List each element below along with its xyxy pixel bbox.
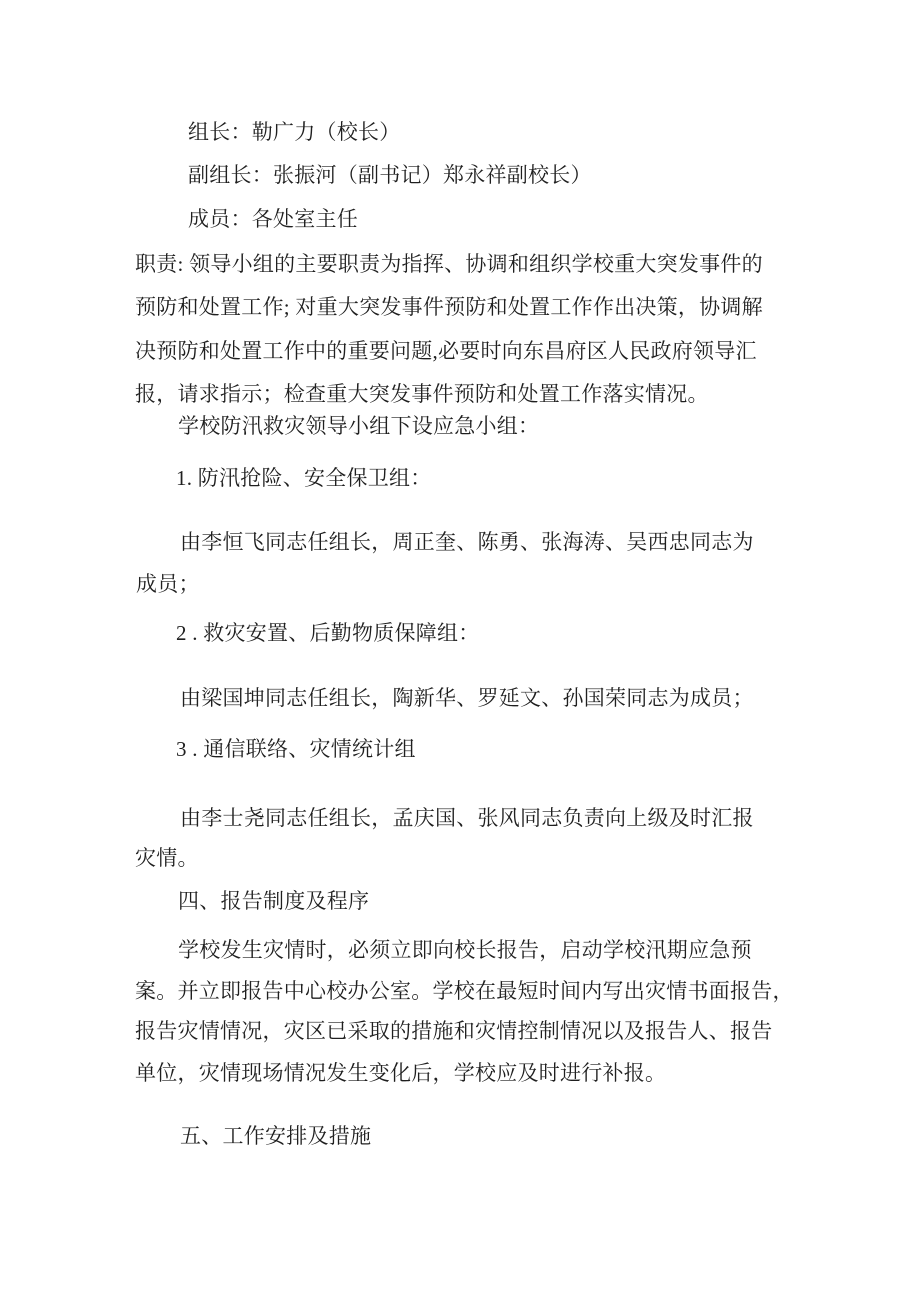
line-duties-2: 预防和处置工作; 对重大突发事件预防和处置工作作出决策，协调解 xyxy=(135,295,763,319)
line-item3-members-1: 由李士尧同志任组长，孟庆国、张风同志负责向上级及时汇报 xyxy=(180,806,754,830)
line-duties-4: 报，请求指示；检查重大突发事件预防和处置工作落实情况。 xyxy=(135,382,709,406)
line-section4-body-1: 学校发生灾情时，必须立即向校长报告，启动学校汛期应急预 xyxy=(178,938,752,962)
line-group-leader: 组长：勒广力（校长） xyxy=(188,120,401,144)
line-deputy-leaders: 副组长：张振河（副书记）郑永祥副校长） xyxy=(188,163,592,187)
line-section4-body-3: 报告灾情情况，灾区已采取的措施和灾情控制情况以及报告人、报告 xyxy=(135,1019,773,1043)
line-item1-heading: 1. 防汛抢险、安全保卫组： xyxy=(176,466,432,490)
line-section4-body-4: 单位，灾情现场情况发生变化后，学校应及时进行补报。 xyxy=(135,1061,667,1085)
line-item1-members-1: 由李恒飞同志任组长，周正奎、陈勇、张海涛、吴西忠同志为 xyxy=(180,530,754,554)
line-members: 成员：各处室主任 xyxy=(188,207,358,231)
line-item3-members-2: 灾情。 xyxy=(135,846,199,870)
line-duties-1: 职责: 领导小组的主要职责为指挥、协调和组织学校重大突发事件的 xyxy=(135,252,763,276)
line-section4-heading: 四、报告制度及程序 xyxy=(178,889,370,913)
line-item1-members-2: 成员； xyxy=(136,572,200,596)
line-item2-members: 由梁国坤同志任组长，陶新华、罗延文、孙国荣同志为成员； xyxy=(180,686,754,710)
line-item2-heading: 2 . 救灾安置、后勤物质保障组： xyxy=(176,621,480,645)
line-duties-3: 决预防和处置工作中的重要问题,必要时向东昌府区人民政府领导汇 xyxy=(135,339,757,363)
line-section5-heading: 五、工作安排及措施 xyxy=(180,1124,372,1148)
line-subgroups-intro: 学校防汛救灾领导小组下设应急小组： xyxy=(178,414,540,438)
line-section4-body-2: 案。并立即报告中心校办公室。学校在最短时间内写出灾情书面报告， xyxy=(135,979,794,1003)
line-item3-heading: 3 . 通信联络、灾情统计组 xyxy=(176,737,416,761)
